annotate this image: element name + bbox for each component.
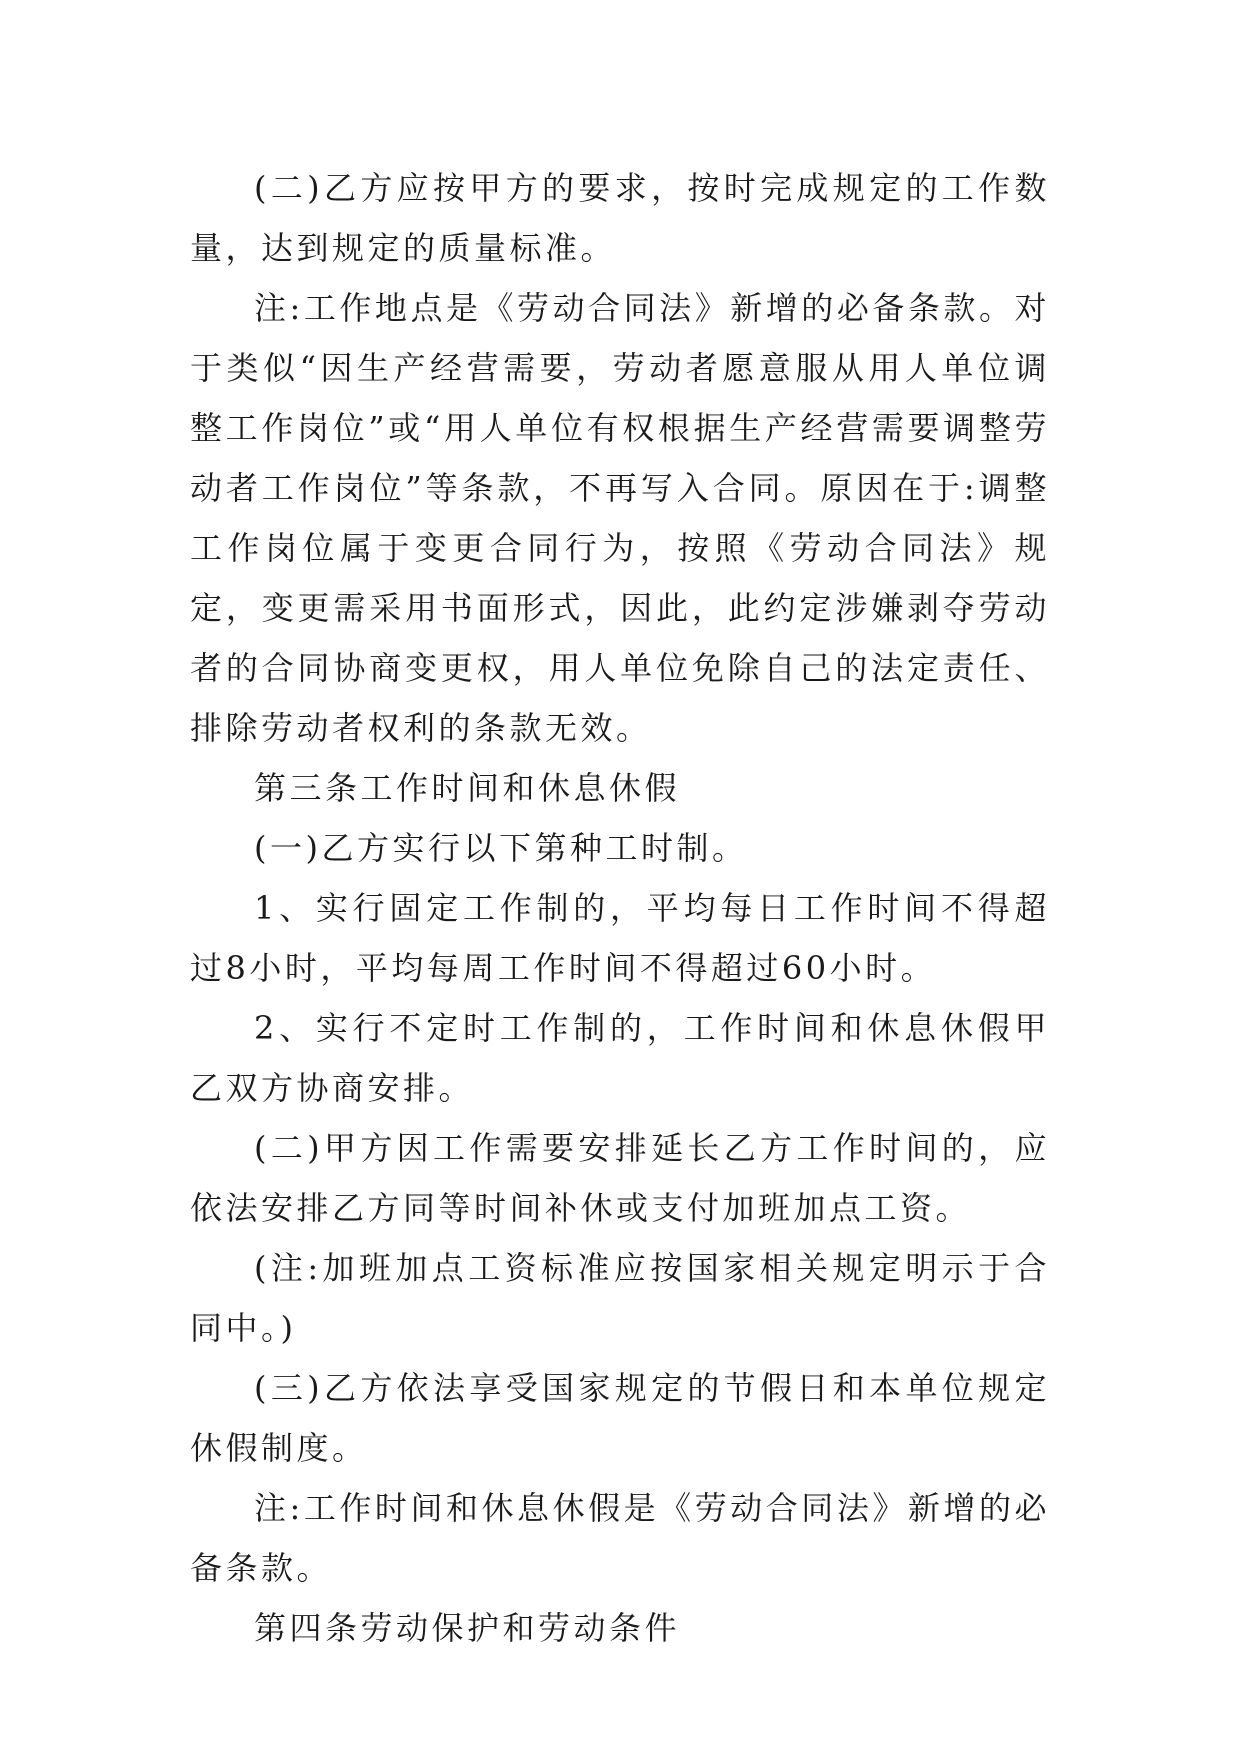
paragraph-holidays: (三)乙方依法享受国家规定的节假日和本单位规定休假制度。 xyxy=(190,1369,1050,1467)
paragraph-hours-note: 注:工作时间和休息休假是《劳动合同法》新增的必备条款。 xyxy=(190,1489,1050,1587)
heading-article-3: 第三条工作时间和休息休假 xyxy=(254,769,681,807)
paragraph-overtime: (二)甲方因工作需要安排延长乙方工作时间的，应依法安排乙方同等时间补休或支付加班加点工资。 xyxy=(190,1129,1050,1227)
paragraph-overtime-note: (注:加班加点工资标准应按国家相关规定明示于合同中。) xyxy=(190,1249,1050,1347)
paragraph-flexible-hours: 2、实行不定时工作制的，工作时间和休息休假甲乙双方协商安排。 xyxy=(190,1009,1050,1107)
paragraph-fixed-hours: 1、实行固定工作制的，平均每日工作时间不得超过8小时，平均每周工作时间不得超过60小时。 xyxy=(190,889,1050,987)
paragraph-work-location-note: 注:工作地点是《劳动合同法》新增的必备条款。对于类似“因生产经营需要，劳动者愿意服从用人单位调整工作岗位”或“用人单位有权根据生产经营需要调整劳动者工作岗位”等条款，不再写入合同。原因在于:调整工作岗位属于变更合同行为，按照《劳动合同法》规定，变更需采用书面形式，因此，此约定涉嫌剥夺劳动者的合同协商变更权，用人单位免除自己的法定责任、排除劳动者权利的条款无效。 xyxy=(190,289,1050,747)
heading-article-4: 第四条劳动保护和劳动条件 xyxy=(254,1609,681,1647)
paragraph-work-hours-system: (一)乙方实行以下第种工时制。 xyxy=(254,829,748,867)
paragraph-quality-standard: (二)乙方应按甲方的要求，按时完成规定的工作数量，达到规定的质量标准。 xyxy=(190,169,1050,267)
document-body xyxy=(190,158,1050,1658)
